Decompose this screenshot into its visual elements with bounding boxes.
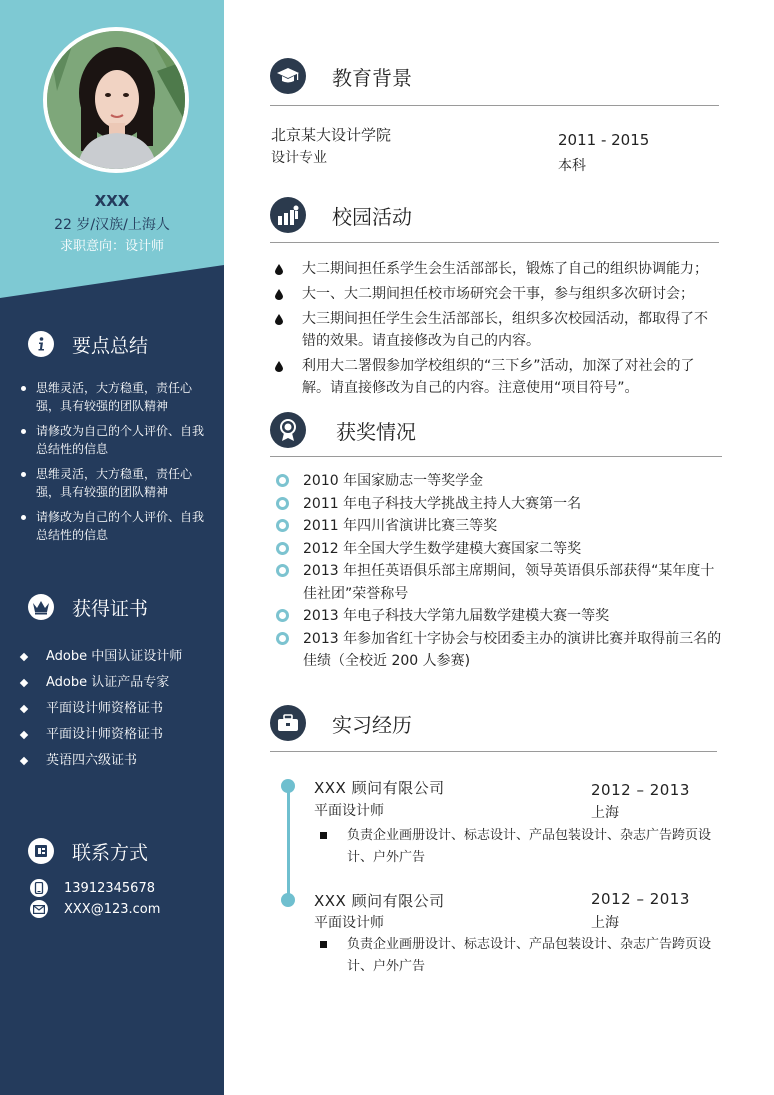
list-item <box>272 308 720 352</box>
drop-bullet-icon <box>275 264 283 275</box>
mail-icon <box>30 900 48 918</box>
summary-list <box>20 379 210 551</box>
job-role: 平面设计师 <box>314 915 384 931</box>
list-item <box>272 258 720 280</box>
list-item: 请修改为自己的个人评价、自我总结性的信息 <box>20 508 210 544</box>
list-item: Adobe 中国认证设计师 <box>20 646 215 672</box>
square-bullet-icon <box>320 832 327 839</box>
divider <box>270 242 719 243</box>
job-company: XXX 顾问有限公司 <box>314 779 445 797</box>
major: 设计专业 <box>271 150 327 166</box>
awards-heading <box>270 411 416 449</box>
timeline-dot <box>281 779 295 793</box>
education-years: 2011 - 2015 <box>558 131 650 149</box>
certificates-title: 获得证书 <box>72 597 149 620</box>
divider <box>270 456 722 457</box>
job-city: 上海 <box>591 915 619 931</box>
sidebar <box>0 0 224 1095</box>
drop-bullet-icon <box>275 361 283 372</box>
list-item <box>272 283 720 305</box>
contact-phone <box>30 879 155 897</box>
briefcase-icon <box>270 705 306 741</box>
graduation-cap-icon <box>270 58 306 94</box>
list-item: 2011 年电子科技大学挑战主持人大赛第一名 <box>276 493 724 516</box>
avatar <box>43 27 189 173</box>
activities-heading <box>270 196 412 234</box>
awards-title: 获奖情况 <box>336 419 416 444</box>
degree: 本科 <box>558 158 586 174</box>
contact-email <box>30 900 160 918</box>
list-item: 平面设计师资格证书 <box>20 698 215 724</box>
list-item <box>272 355 720 399</box>
contact-card-icon <box>28 838 54 864</box>
list-item: 2012 年全国大学生数学建模大赛国家二等奖 <box>276 538 724 561</box>
divider <box>270 751 717 752</box>
awards-list <box>276 470 724 673</box>
certificates-heading <box>28 592 148 622</box>
job-years: 2012 – 2013 <box>591 890 690 908</box>
job-city: 上海 <box>591 805 619 821</box>
drop-bullet-icon <box>275 289 283 300</box>
list-item: 2011 年四川省演讲比赛三等奖 <box>276 515 724 538</box>
list-item: Adobe 认证产品专家 <box>20 672 215 698</box>
info-icon <box>28 331 54 357</box>
school-name: 北京某大设计学院 <box>271 126 392 144</box>
job-company: XXX 顾问有限公司 <box>314 892 445 910</box>
summary-heading <box>28 329 148 359</box>
activity-text: 大二期间担任系学生会生活部部长，锻炼了自己的组织协调能力； <box>302 261 708 277</box>
job-duty <box>320 934 717 978</box>
activity-text: 大三期间担任学生会生活部部长，组织多次校园活动，都取得了不错的效果。请直接修改为自己的内容。 <box>302 311 708 349</box>
medal-icon <box>270 412 306 448</box>
list-item: 请修改为自己的个人评价、自我总结性的信息 <box>20 422 210 458</box>
education-title: 教育背景 <box>332 65 412 90</box>
drop-bullet-icon <box>275 314 283 325</box>
job-duty-text: 负责企业画册设计、标志设计、产品包装设计、杂志广告跨页设计、户外广告 <box>347 828 712 865</box>
list-item: 2010 年国家励志一等奖学金 <box>276 470 724 493</box>
list-item: 2013 年参加省红十字协会与校团委主办的演讲比赛并取得前三名的佳绩（全校近 200 人参赛) <box>276 628 723 673</box>
list-item: 2013 年电子科技大学第九届数学建模大赛一等奖 <box>276 605 724 628</box>
phone-icon <box>30 879 48 897</box>
email-address: XXX@123.com <box>64 901 161 917</box>
profile-name: XXX <box>94 192 130 210</box>
profile-intent: 求职意向：设计师 <box>59 239 164 254</box>
profile-header <box>0 0 224 300</box>
contact-title: 联系方式 <box>72 841 149 864</box>
list-item: 平面设计师资格证书 <box>20 724 215 750</box>
education-heading <box>270 57 412 95</box>
team-chart-icon <box>270 197 306 233</box>
square-bullet-icon <box>320 941 327 948</box>
timeline-dot <box>281 893 295 907</box>
list-item: 英语四六级证书 <box>20 750 215 776</box>
contact-heading <box>28 836 148 866</box>
job-duty <box>320 825 717 869</box>
list-item: 思维灵活，大方稳重，责任心强，具有较强的团队精神 <box>20 379 210 415</box>
list-item: 思维灵活，大方稳重，责任心强，具有较强的团队精神 <box>20 465 210 501</box>
internship-heading <box>270 704 412 742</box>
activities-list <box>272 258 720 402</box>
certificates-list <box>20 646 215 776</box>
crown-icon <box>28 594 54 620</box>
job-duty-text: 负责企业画册设计、标志设计、产品包装设计、杂志广告跨页设计、户外广告 <box>347 937 712 974</box>
activity-text: 大一、大二期间担任校市场研究会干事，参与组织多次研讨会； <box>302 286 694 302</box>
timeline-line <box>287 786 290 900</box>
job-role: 平面设计师 <box>314 803 384 819</box>
phone-number: 13912345678 <box>64 880 155 896</box>
internship-title: 实习经历 <box>332 712 412 737</box>
profile-meta: 22 岁/汉族/上海人 <box>54 217 170 233</box>
activities-title: 校园活动 <box>332 204 412 229</box>
activity-text: 利用大二署假参加学校组织的“三下乡”活动，加深了对社会的了解。请直接修改为自己的内容。注意使用“项目符号”。 <box>302 358 695 396</box>
summary-title: 要点总结 <box>72 334 149 357</box>
divider <box>270 105 719 106</box>
list-item: 2013 年担任英语俱乐部主席期间，领导英语俱乐部获得“某年度十佳社团”荣誉称号 <box>276 560 723 605</box>
job-years: 2012 – 2013 <box>591 781 690 799</box>
